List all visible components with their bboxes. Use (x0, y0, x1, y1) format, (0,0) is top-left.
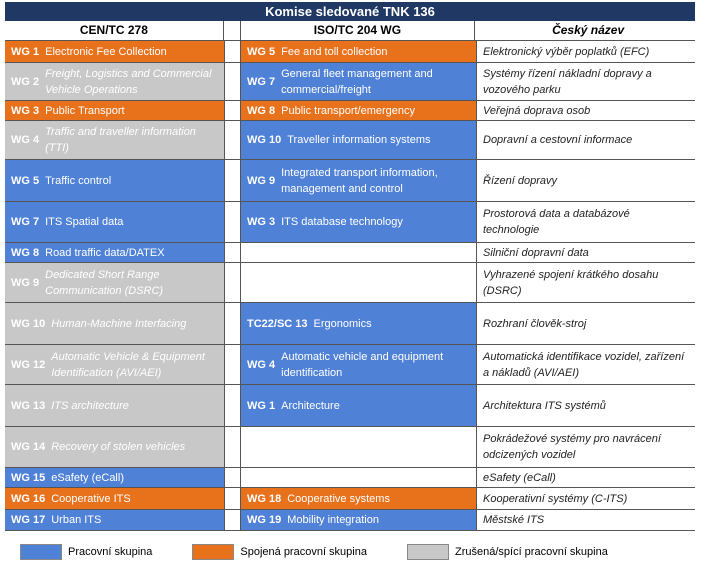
iso-cell (241, 488, 477, 509)
cen-wg-name: Freight, Logistics and Commercial Vehicle Operations (45, 67, 212, 96)
cen-wg-name: Electronic Fee Collection (45, 45, 167, 58)
cen-wg-name: Public Transport (45, 104, 125, 117)
gap-cell (225, 385, 241, 426)
cen-wg-name: ITS Spatial data (45, 216, 124, 228)
gap-cell (225, 202, 241, 242)
cen-wg-name: ITS architecture (51, 399, 129, 412)
iso-wg-name: Fee and toll collection (281, 45, 388, 58)
legend-item (192, 544, 367, 560)
gap-cell (225, 263, 241, 302)
legend-label: Zrušená/spící pracovní skupina (454, 546, 608, 558)
gap-cell (225, 121, 241, 159)
czech-name-cell: eSafety (eCall) (477, 468, 693, 487)
table-row (5, 345, 695, 385)
header-iso: ISO/TC 204 WG (241, 21, 476, 40)
table-body (5, 41, 695, 531)
czech-name-cell: Dopravní a cestovní informace (477, 121, 693, 159)
iso-cell (241, 468, 477, 487)
czech-name-cell: Prostorová data a databázové technologie (477, 202, 693, 242)
iso-wg-code: WG 10 (247, 134, 282, 146)
table-row (5, 160, 695, 202)
cen-cell (5, 101, 225, 120)
table-row (5, 385, 695, 427)
iso-cell (241, 303, 477, 344)
czech-name-cell: Pokrádežové systémy pro navrácení odcizených vozidel (477, 427, 693, 467)
table-title: Komise sledované TNK 136 (5, 2, 695, 21)
table-row (5, 202, 695, 243)
iso-wg-name: Cooperative systems (287, 492, 390, 505)
iso-wg-name: Public transport/emergency (281, 104, 416, 117)
cen-cell (5, 121, 225, 159)
gap-cell (225, 243, 241, 262)
iso-cell (241, 101, 477, 120)
cen-wg-code: WG 13 (11, 399, 46, 412)
cen-wg-code: WG 15 (11, 471, 46, 484)
table-row (5, 510, 695, 531)
legend-label: Spojená pracovní skupina (240, 546, 367, 558)
gap-cell (225, 101, 241, 120)
table-row (5, 303, 695, 345)
header-cen: CEN/TC 278 (5, 21, 224, 40)
header-cz: Český název (552, 23, 625, 37)
table-row (5, 121, 695, 160)
cen-wg-code: WG 5 (11, 174, 40, 187)
cen-cell (5, 263, 225, 302)
cen-cell (5, 63, 225, 100)
czech-name-cell: Automatická identifikace vozidel, zařízení a nákladů (AVI/AEI) (477, 345, 693, 384)
cen-cell (5, 345, 225, 384)
iso-wg-code: WG 8 (247, 104, 276, 117)
table-row (5, 101, 695, 121)
gap-cell (225, 427, 241, 467)
cen-cell (5, 510, 225, 530)
gap-cell (225, 345, 241, 384)
czech-name-cell: Městské ITS (477, 510, 693, 530)
iso-wg-code: WG 18 (247, 492, 282, 505)
header-row (5, 21, 695, 41)
iso-wg-code: WG 4 (247, 358, 276, 371)
legend-swatch (192, 544, 234, 560)
cen-wg-name: Cooperative ITS (51, 492, 131, 505)
cen-cell (5, 303, 225, 344)
iso-wg-name: General fleet management and commercial/freight (281, 67, 433, 96)
iso-wg-name: Mobility integration (287, 514, 379, 526)
cen-wg-name: Dedicated Short Range Communication (DSRC) (45, 268, 164, 297)
cen-wg-code: WG 14 (11, 441, 46, 453)
czech-name-cell: Elektronický výběr poplatků (EFC) (477, 41, 693, 62)
iso-wg-code: WG 19 (247, 514, 282, 526)
iso-wg-code: WG 5 (247, 45, 276, 58)
table-row (5, 243, 695, 263)
iso-wg-name: Ergonomics (313, 317, 372, 330)
czech-name-cell: Veřejná doprava osob (477, 101, 693, 120)
gap-cell (225, 63, 241, 100)
header-gap (224, 21, 241, 40)
legend-swatch (20, 544, 62, 560)
czech-name-cell: Architektura ITS systémů (477, 385, 693, 426)
legend-item (20, 544, 152, 560)
iso-wg-name: Architecture (281, 399, 340, 412)
iso-wg-name: Integrated transport information, management and control (281, 166, 438, 195)
cen-wg-code: WG 9 (11, 276, 40, 289)
iso-cell (241, 263, 477, 302)
iso-wg-code: WG 3 (247, 216, 276, 228)
cen-wg-code: WG 1 (11, 45, 40, 58)
legend-swatch (407, 544, 449, 560)
legend-label: Pracovní skupina (68, 546, 153, 558)
legend (20, 544, 608, 560)
iso-wg-name: ITS database technology (281, 216, 403, 228)
cen-wg-name: Road traffic data/DATEX (45, 246, 165, 259)
table-row (5, 41, 695, 63)
iso-wg-name: Automatic vehicle and equipment identification (281, 350, 444, 379)
cen-cell (5, 202, 225, 242)
gap-cell (225, 488, 241, 509)
table-row (5, 263, 695, 303)
table-row (5, 427, 695, 468)
cen-wg-code: WG 8 (11, 246, 40, 259)
gap-cell (225, 41, 241, 62)
czech-name-cell: Rozhraní člověk-stroj (477, 303, 693, 344)
gap-cell (225, 303, 241, 344)
cen-cell (5, 427, 225, 467)
czech-name-cell: Vyhrazené spojení krátkého dosahu (DSRC) (477, 263, 693, 302)
table-row (5, 63, 695, 101)
iso-cell (241, 427, 477, 467)
iso-wg-code: TC22/SC 13 (247, 317, 308, 330)
iso-wg-name: Traveller information systems (287, 134, 431, 146)
iso-cell (241, 243, 477, 262)
cen-wg-code: WG 16 (11, 492, 46, 505)
cen-wg-name: eSafety (eCall) (51, 471, 124, 484)
iso-cell (241, 510, 477, 530)
cen-wg-code: WG 10 (11, 317, 46, 330)
cen-wg-name: Recovery of stolen vehicles (51, 441, 186, 453)
cen-wg-code: WG 2 (11, 75, 40, 88)
cen-wg-name: Traffic and traveller information (TTI) (45, 126, 196, 154)
cen-cell (5, 243, 225, 262)
iso-cell (241, 160, 477, 201)
iso-cell (241, 121, 477, 159)
cen-cell (5, 385, 225, 426)
cen-wg-code: WG 7 (11, 216, 40, 228)
iso-wg-code: WG 7 (247, 75, 276, 88)
gap-cell (225, 160, 241, 201)
iso-cell (241, 345, 477, 384)
cen-cell (5, 468, 225, 487)
gap-cell (225, 510, 241, 530)
cen-wg-name: Automatic Vehicle & Equipment Identification (AVI/AEI) (51, 350, 205, 379)
cen-wg-code: WG 4 (11, 134, 40, 146)
czech-name-cell: Řízení dopravy (477, 160, 693, 201)
cen-cell (5, 488, 225, 509)
table-row (5, 488, 695, 510)
cen-cell (5, 41, 225, 62)
table-row (5, 468, 695, 488)
cen-wg-name: Traffic control (45, 174, 112, 187)
iso-cell (241, 385, 477, 426)
iso-cell (241, 202, 477, 242)
czech-name-cell: Silniční dopravní data (477, 243, 693, 262)
czech-name-cell: Systémy řízení nákladní dopravy a vozového parku (477, 63, 693, 100)
cen-wg-code: WG 17 (11, 514, 46, 526)
cen-cell (5, 160, 225, 201)
legend-item (407, 544, 608, 560)
iso-wg-code: WG 9 (247, 174, 276, 187)
czech-name-cell: Kooperativní systémy (C-ITS) (477, 488, 693, 509)
cen-wg-code: WG 3 (11, 104, 40, 117)
iso-cell (241, 41, 477, 62)
cen-wg-code: WG 12 (11, 358, 46, 371)
cen-wg-name: Urban ITS (51, 514, 102, 526)
cen-wg-name: Human-Machine Interfacing (51, 317, 187, 330)
commission-table (5, 2, 695, 531)
iso-wg-code: WG 1 (247, 399, 276, 412)
gap-cell (225, 468, 241, 487)
iso-cell (241, 63, 477, 100)
